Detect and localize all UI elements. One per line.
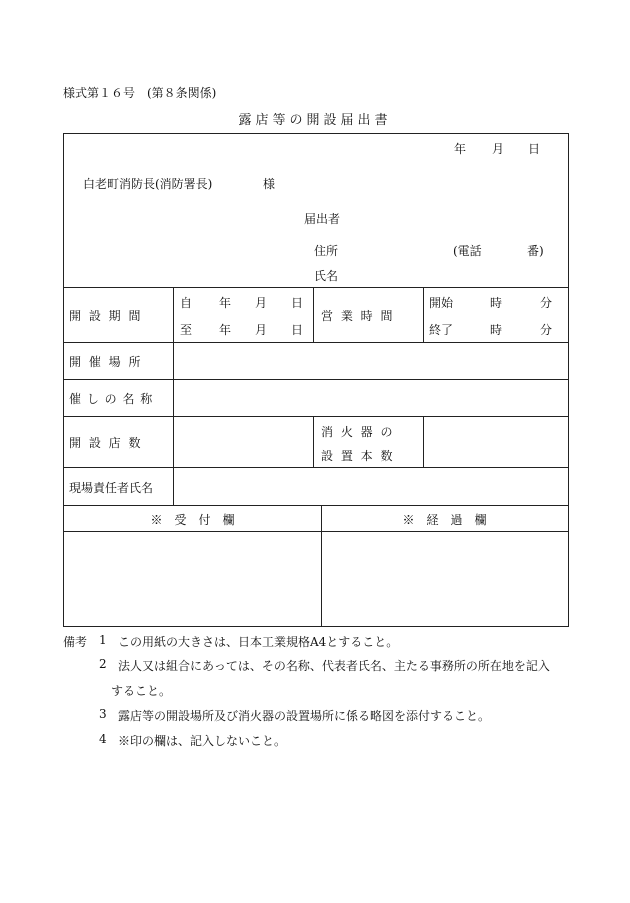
progress-header: ※ 経 過 欄 xyxy=(402,513,487,527)
stall-count-label: 開 設 店 数 xyxy=(69,436,143,450)
period-from-year: 年 xyxy=(219,296,232,310)
addressee: 白老町消防長(消防署長) xyxy=(83,177,213,191)
period-to: 至 xyxy=(180,323,193,337)
notification-form-table xyxy=(63,133,569,627)
column-divider xyxy=(423,416,424,467)
note-3-number: 3 xyxy=(99,707,107,721)
form-number: 様式第１６号 (第８条関係) xyxy=(63,86,217,100)
row-divider xyxy=(64,287,568,288)
period-from: 自 xyxy=(180,296,193,310)
row-divider xyxy=(64,379,568,380)
hours-end: 終了 xyxy=(429,323,454,337)
reception-header: ※ 受 付 欄 xyxy=(150,513,235,527)
row-divider xyxy=(64,416,568,417)
note-3: 露店等の開設場所及び消火器の設置場所に係る略図を添付すること。 xyxy=(118,709,491,723)
extinguisher-label-1: 消 火 器 の xyxy=(321,425,395,439)
hours-end-hour: 時 xyxy=(490,323,503,337)
venue-label: 開 催 場 所 xyxy=(69,355,143,369)
column-divider xyxy=(423,287,424,342)
honorific: 様 xyxy=(263,177,276,191)
extinguisher-label-2: 設 置 本 数 xyxy=(321,449,395,463)
address-label: 住所 xyxy=(314,244,339,258)
note-4-number: 4 xyxy=(99,732,107,746)
applicant-label: 届出者 xyxy=(304,212,341,226)
note-2-number: 2 xyxy=(99,657,107,671)
hours-start: 開始 xyxy=(429,296,454,310)
row-divider xyxy=(64,342,568,343)
period-to-day: 日 xyxy=(291,323,304,337)
date-year: 年 xyxy=(454,142,467,156)
column-divider xyxy=(313,416,314,467)
period-label: 開 設 期 間 xyxy=(69,309,143,323)
period-from-day: 日 xyxy=(291,296,304,310)
note-4: ※印の欄は、記入しないこと。 xyxy=(118,734,287,748)
period-to-year: 年 xyxy=(219,323,232,337)
row-divider xyxy=(64,505,568,506)
row-divider xyxy=(64,531,568,532)
note-2b: すること。 xyxy=(111,684,172,698)
note-2a: 法人又は組合にあっては、その名称、代表者氏名、主たる事務所の所在地を記入 xyxy=(118,659,550,673)
label-column-divider xyxy=(173,287,174,505)
hours-start-minute: 分 xyxy=(540,296,553,310)
date-day: 日 xyxy=(528,142,541,156)
event-name-label: 催 し の 名 称 xyxy=(69,392,154,406)
document-title: 露店等の開設届出書 xyxy=(238,113,392,128)
manager-label: 現場責任者氏名 xyxy=(69,481,154,495)
date-month: 月 xyxy=(492,142,505,156)
period-to-month: 月 xyxy=(255,323,268,337)
phone-label: (電話 xyxy=(453,244,482,258)
note-1: この用紙の大きさは、日本工業規格A4とすること。 xyxy=(118,635,399,649)
column-divider xyxy=(313,287,314,342)
phone-suffix: 番) xyxy=(527,244,544,258)
hours-label: 営 業 時 間 xyxy=(321,309,395,323)
hours-end-minute: 分 xyxy=(540,323,553,337)
note-1-number: 1 xyxy=(99,633,107,647)
row-divider xyxy=(64,467,568,468)
notes-label: 備考 xyxy=(63,635,88,649)
name-label: 氏名 xyxy=(314,269,339,283)
hours-start-hour: 時 xyxy=(490,296,503,310)
period-from-month: 月 xyxy=(255,296,268,310)
